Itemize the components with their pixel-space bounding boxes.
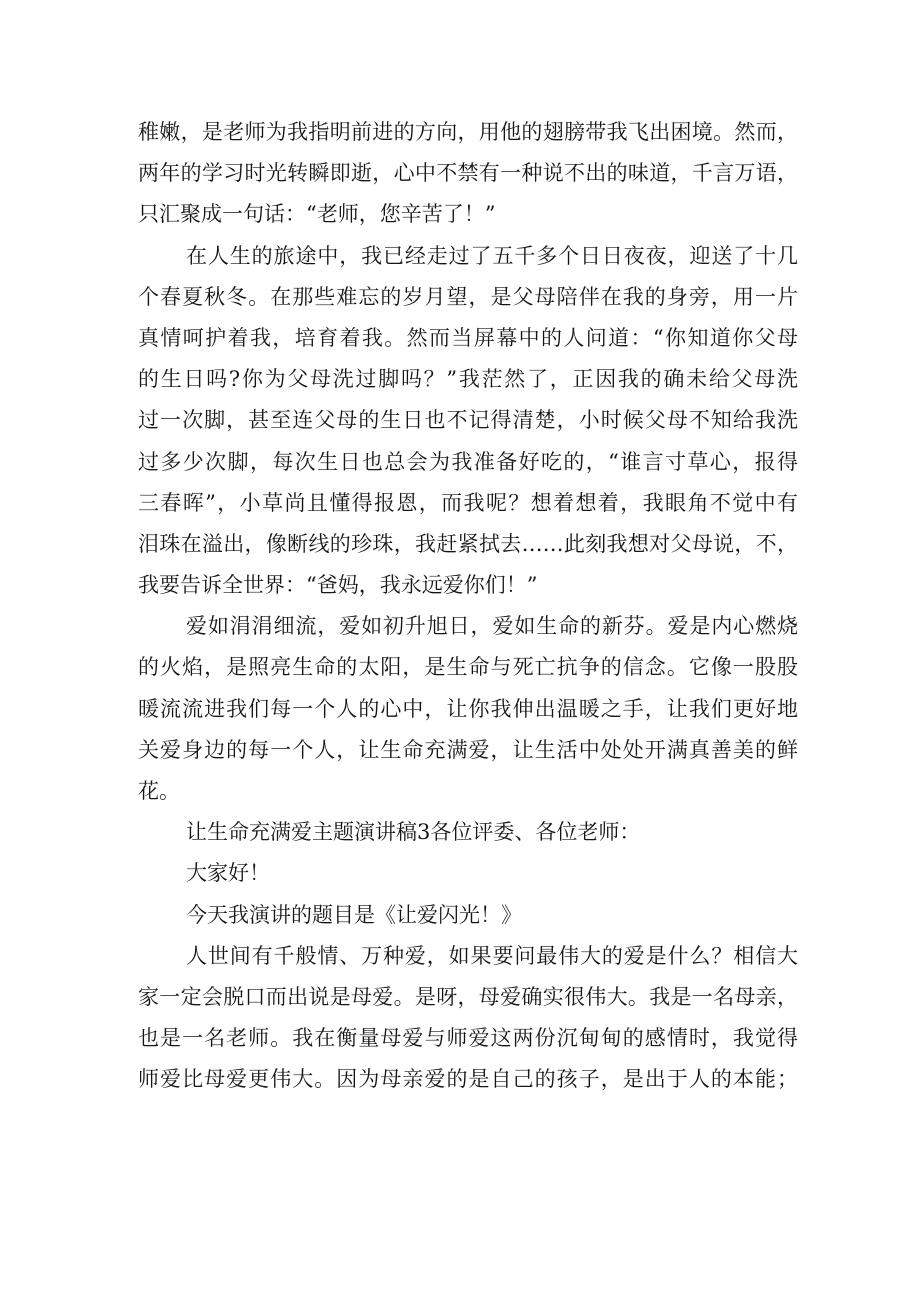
text-line: 师爱比母爱更伟大。因为母亲爱的是自己的孩子，是出于人的本能； xyxy=(138,1067,798,1092)
text-line: 泪珠在溢出，像断线的珍珠，我赶紧拭去……此刻我想对父母说，不， xyxy=(138,531,798,556)
text-line: 暖流流进我们每一个人的心中，让你我伸出温暖之手，让我们更好地 xyxy=(138,696,798,721)
text-line: 人世间有千般情、万种爱，如果要问最伟大的爱是什么？相信大 xyxy=(186,943,798,968)
text-line: 两年的学习时光转瞬即逝，心中不禁有一种说不出的味道，千言万语， xyxy=(138,161,798,186)
text-line: 在人生的旅途中，我已经走过了五千多个日日夜夜，迎送了十几 xyxy=(186,243,798,268)
text-line: 只汇聚成一句话：“老师，您辛苦了！” xyxy=(138,202,496,227)
text-line: 家一定会脱口而出说是母爱。是呀，母爱确实很伟大。我是一名母亲， xyxy=(138,984,798,1009)
document-body xyxy=(138,112,798,1101)
text-line: 过一次脚，甚至连父母的生日也不记得清楚，小时候父母不知给我洗 xyxy=(138,408,798,433)
text-line: 稚嫩，是老师为我指明前进的方向，用他的翅膀带我飞出困境。然而， xyxy=(138,120,798,144)
text-line: 个春夏秋冬。在那些难忘的岁月望，是父母陪伴在我的身旁，用一片 xyxy=(138,284,798,309)
text-line: 花。 xyxy=(138,779,180,803)
text-line: 爱如涓涓细流，爱如初升旭日，爱如生命的新芬。爱是内心燃烧 xyxy=(186,614,798,639)
text-line: 三春晖”，小草尚且懂得报恩，而我呢？想着想着，我眼角不觉中有 xyxy=(138,490,798,515)
text-line: 过多少次脚，每次生日也总会为我准备好吃的，“谁言寸草心，报得 xyxy=(138,449,798,474)
text-line: 大家好！ xyxy=(186,861,270,886)
text-line: 今天我演讲的题目是《让爱闪光！》 xyxy=(186,902,522,927)
text-line: 的生日吗?你为父母洗过脚吗？”我茫然了，正因我的确未给父母洗 xyxy=(138,367,798,392)
text-line: 我要告诉全世界：“爸妈，我永远爱你们！” xyxy=(138,573,538,598)
text-line: 也是一名老师。我在衡量母爱与师爱这两份沉甸甸的感情时，我觉得 xyxy=(138,1026,798,1051)
text-line: 真情呵护着我，培育着我。然而当屏幕中的人问道：“你知道你父母 xyxy=(138,325,798,350)
text-line: 让生命充满爱主题演讲稿3各位评委、各位老师： xyxy=(186,820,641,845)
text-line: 的火焰，是照亮生命的太阳，是生命与死亡抗争的信念。它像一股股 xyxy=(138,655,798,680)
text-line: 关爱身边的每一个人，让生命充满爱，让生活中处处开满真善美的鲜 xyxy=(138,737,798,762)
